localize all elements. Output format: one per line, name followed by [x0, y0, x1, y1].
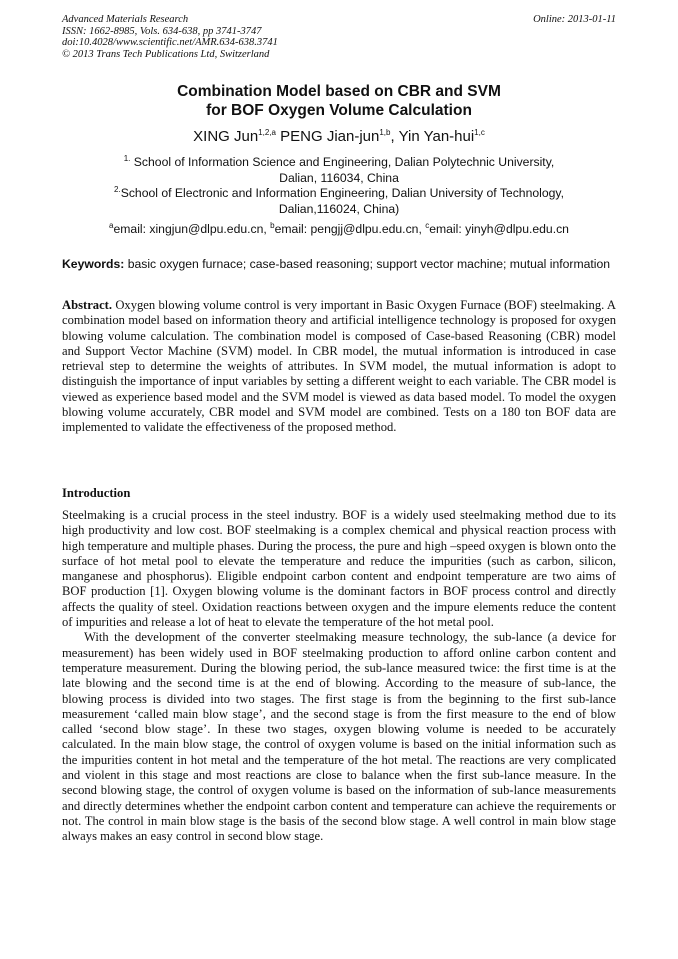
abstract-text: Oxygen blowing volume control is very important in Basic Oxygen Furnace (BOF) steelmaking. A combination model based on information theory and artificial intelligence technology is proposed for oxygen blowing volume calculation. The combination model is composed of Case-based Reasoning (CBR) model and Support Vector Machine (SVM) model. In CBR model, the mutual information is introduced in case retrieval step to determine the weights of attributes. In SVM model, the mutual information is adopt to distinguish the importance of input variables by setting a different weight to each variable. The CBR model is viewed as experience based model and the SVM model is viewed as data based model. To model the oxygen blowing volume accurately, CBR model and SVM model are combined. Tests on a 180 ton BOF data are implemented to validate the effectiveness of the proposed method.: [62, 298, 616, 435]
title-line-2: for BOF Oxygen Volume Calculation: [206, 102, 472, 119]
author-name: XING Jun: [193, 128, 259, 145]
affiliation-sup: 2.: [114, 184, 121, 194]
keywords: [62, 257, 616, 272]
keywords-label: Keywords:: [62, 257, 125, 271]
affiliation-2-line-1: $^{2.}$School of Electronic and Information Engineering, Dalian University of Technology,: [114, 184, 564, 200]
abstract: [62, 298, 616, 436]
title-line-1: Combination Model based on CBR and SVM: [177, 83, 501, 100]
author-name: PENG Jian-jun: [280, 128, 380, 145]
email-line: $^a$email: xingjun@dlpu.edu.cn, $^b$email: pengjj@dlpu.edu.cn, $^c$email: yinyh@dlpu.edu.cn: [109, 220, 569, 236]
affiliation-sup: 1.: [123, 153, 131, 163]
author-affil-sup: 1,b: [379, 128, 391, 137]
section-heading-introduction: Introduction: [62, 486, 131, 500]
journal-name: Advanced Materials Research: [62, 14, 189, 25]
keywords-text: basic oxygen furnace; case-based reasoning; support vector machine; mutual information: [127, 257, 611, 271]
abstract-label: Abstract.: [62, 298, 113, 312]
affiliation-1-line-1: $^{1.}$ School of Information Science and Engineering, Dalian Polytechnic University,: [123, 153, 555, 169]
affiliations: [62, 155, 616, 217]
author-name: Yin Yan-hui: [398, 128, 475, 145]
paper-title: [62, 82, 616, 120]
copyright-line: © 2013 Trans Tech Publications Ltd, Switzerland: [62, 48, 270, 60]
online-date: Online: 2013-01-11: [533, 14, 616, 25]
introduction-body: [62, 508, 616, 845]
email-c[interactable]: email: yinyh@dlpu.edu.cn: [429, 222, 569, 236]
journal-header: [62, 14, 616, 60]
author-affil-sup: 1,c: [474, 128, 485, 137]
author-affil-sup: 1,2,a: [258, 128, 276, 137]
intro-paragraph-1: Steelmaking is a crucial process in the steel industry. BOF is a widely used steelmaking method due to its high productivity and low cost. BOF steelmaking is a complex chemical and physical reaction process with high temperature and multiple phases. During the process, the pure and high –speed oxygen is blown onto the surface of hot metal pool to elevate the temperature and reduce the impurities (such as carbon, silicon, manganese and phosphorus). Eligible endpoint carbon content and endpoint temperature are two aims of BOF production [1]. Oxygen blowing volume is the dominant factors in BOF process control and directly affects the quality of steel. Oxidation reactions between oxygen and the impure elements reduce the content of impurities and release a lot of heat to elevate the temperature of the hot metal pool.: [62, 508, 616, 630]
issn-line: ISSN: 1662-8985, Vols. 634-638, pp 3741-3747: [62, 25, 262, 37]
affiliation-2-line-2: Dalian,116024, China): [278, 201, 400, 216]
affiliation-1-line-2: Dalian, 116034, China: [279, 170, 399, 185]
email-a[interactable]: email: xingjun@dlpu.edu.cn,: [113, 222, 267, 236]
intro-paragraph-2: With the development of the converter steelmaking measure technology, the sub-lance (a device for measurement) has been widely used in BOF steelmaking production to afford online carbon content and temperature measurement. During the blowing period, the sub-lance measured twice: the first time is at the late blowing and the second time is at the end of blowing. According to the measure of sub-lance, the blowing process is divided into two stages. The first stage is from the beginning to the first sub-lance measurement ‘called main blow stage’, and the second stage is from the first measure to the end of blow called ‘second blow stage’. In these two stages, oxygen blowing volume is needed to be accurately calculated. In the main blow stage, the control of oxygen volume is based on the initial information such as the impurities content in hot metal and the temperature of the hot metal. The reactions are very complicated and violent in this stage and most reactions are close to balance when the first sub-lance measure. In the second blowing stage, the control of oxygen volume is based on the information of sub-lance measurements and directly determines whether the endpoint carbon content and temperature can achieve the requirements or not. The control in main blow stage is the basis of the second blow stage. A well control in main blow stage always makes an easy control in second blow stage.: [62, 630, 616, 844]
author-list: XING Jun$^{1,2,a}$ PENG Jian-jun$^{1,b}$, Yin Yan-hui$^{1,c}$: [193, 128, 485, 145]
doi-line: doi:10.4028/www.scientific.net/AMR.634-638.3741: [62, 37, 278, 48]
email-b[interactable]: email: pengjj@dlpu.edu.cn,: [274, 222, 422, 236]
